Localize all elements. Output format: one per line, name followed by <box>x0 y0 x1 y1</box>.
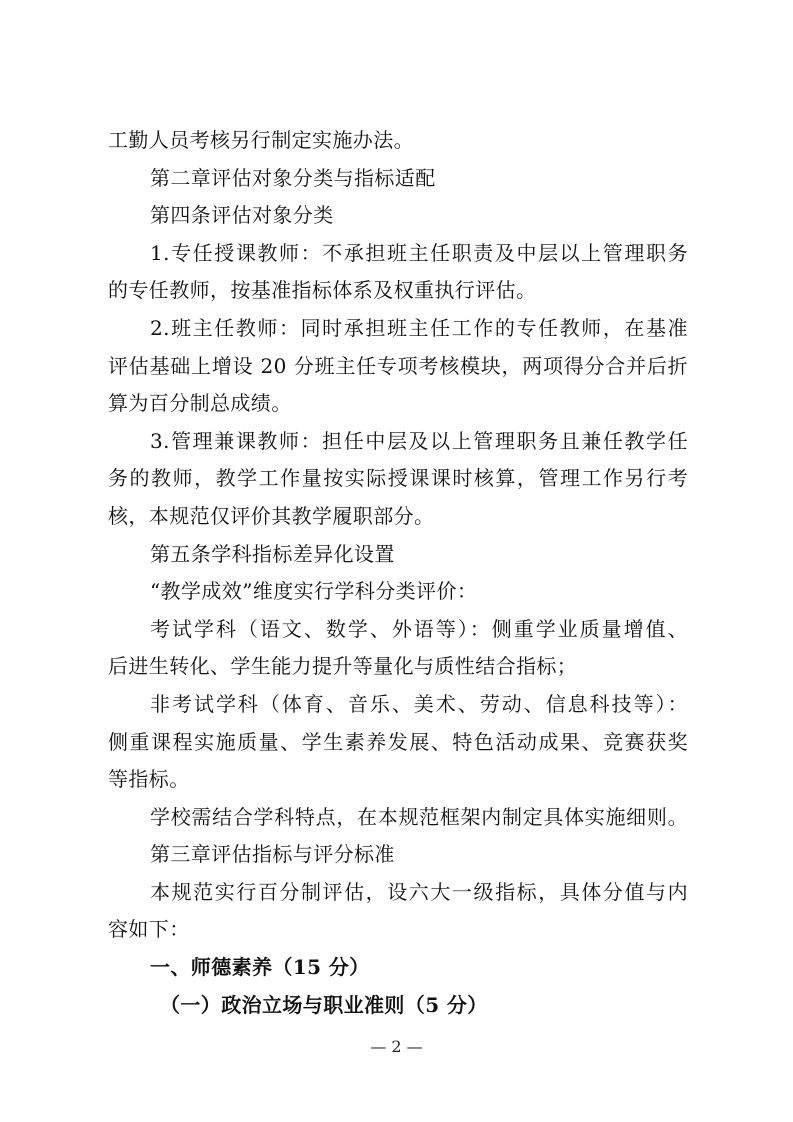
body-line: 评估基础上增设 20 分班主任专项考核模块，两项得分合并后折 <box>108 353 688 378</box>
chapter-heading: 第二章评估对象分类与指标适配 <box>150 165 436 190</box>
body-line: 的专任教师，按基准指标体系及权重执行评估。 <box>108 278 537 303</box>
body-line: 算为百分制总成绩。 <box>108 391 292 416</box>
body-line: 非考试学科（体育、音乐、美术、劳动、信息科技等）： <box>150 691 688 716</box>
body-line: 考试学科（语文、数学、外语等）：侧重学业质量增值、 <box>150 616 688 641</box>
document-body <box>108 122 688 1024</box>
body-line: 后进生转化、学生能力提升等量化与质性结合指标； <box>108 654 578 679</box>
body-line: 等指标。 <box>108 767 190 792</box>
article-heading: 第五条学科指标差异化设置 <box>150 541 395 566</box>
body-line: 学校需结合学科特点，在本规范框架内制定具体实施细则。 <box>150 804 688 829</box>
body-line: 2.班主任教师：同时承担班主任工作的专任教师，在基准 <box>150 315 688 340</box>
subsection-heading: （一）政治立场与职业准则（5 分） <box>160 992 488 1017</box>
body-line: 侧重课程实施质量、学生素养发展、特色活动成果、竞赛获奖 <box>108 729 688 754</box>
section-heading: 一、师德素养（15 分） <box>150 955 370 980</box>
body-line: 工勤人员考核另行制定实施办法。 <box>108 128 414 152</box>
body-line: 3.管理兼课教师：担任中层及以上管理职务且兼任教学任 <box>150 428 688 453</box>
body-line: 1.专任授课教师：不承担班主任职责及中层以上管理职务 <box>150 240 688 265</box>
body-line: 本规范实行百分制评估，设六大一级指标，具体分值与内 <box>150 879 688 904</box>
body-line: 容如下： <box>108 917 190 942</box>
chapter-heading: 第三章评估指标与评分标准 <box>150 842 395 867</box>
body-line: 核，本规范仅评价其教学履职部分。 <box>108 503 435 528</box>
body-line: 务的教师，教学工作量按实际授课课时核算，管理工作另行考 <box>108 466 688 491</box>
page-number: — 2 — <box>370 1037 423 1056</box>
body-line: “教学成效”维度实行学科分类评价： <box>150 579 478 604</box>
article-heading: 第四条评估对象分类 <box>150 203 334 228</box>
